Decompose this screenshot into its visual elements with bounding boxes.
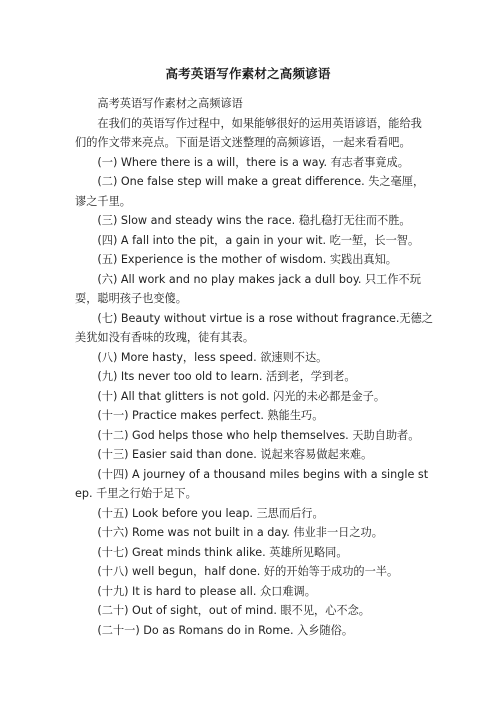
proverb-paragraph: (十九) It is hard to please all. 众口难调。: [97, 584, 316, 598]
proverb-paragraph: (九) Its never too old to learn. 活到老，学到老。: [97, 370, 356, 383]
proverb-paragraph: (八) More hasty，less speed. 欲速则不达。: [97, 350, 328, 364]
proverb-paragraph: (十五) Look before you leap. 三思而后行。: [97, 506, 324, 520]
proverb-paragraph: (十) All that glitters is not gold. 闪光的未必都是金子。: [97, 389, 386, 403]
proverb-paragraph: (三) Slow and steady wins the race. 稳扎稳打无往而不胜。: [97, 214, 411, 227]
proverb-paragraph: (六) All work and no play makes jack a dull boy. 只工作不玩耍，聪明孩子也变傻。: [75, 272, 421, 305]
proverb-paragraph: (二) One false step will make a great difference. 失之毫厘，谬之千里。: [75, 175, 425, 208]
proverb-paragraph: (十二) God helps those who help themselves. 天助自助者。: [97, 428, 420, 442]
subtitle-paragraph: 高考英语写作素材之高频谚语: [97, 97, 243, 110]
proverb-paragraph: (十一) Practice makes perfect. 熟能生巧。: [97, 409, 324, 422]
proverb-paragraph: (十三) Easier said than done. 说起来容易做起来难。: [97, 448, 373, 461]
proverb-paragraph: (十四) A journey of a thousand miles begins with a single step. 千里之行始于足下。: [75, 467, 429, 500]
proverb-paragraph: (二十一) Do as Romans do in Rome. 入乡随俗。: [97, 623, 354, 637]
proverb-paragraph: (十六) Rome was not built in a day. 伟业非一日之功。: [97, 526, 383, 539]
intro-paragraph: 在我们的英语写作过程中，如果能够很好的运用英语谚语，能给我们的作文带来亮点。下面是语文迷整理的高频谚语，一起来看看吧。: [75, 116, 422, 149]
proverb-paragraph: (七) Beauty without virtue is a rose without fragrance.无德之美犹如没有香味的玫瑰，徒有其表。: [75, 311, 433, 344]
document-body: [75, 94, 433, 640]
proverb-paragraph: (十八) well begun，half done. 好的开始等于成功的一半。: [97, 565, 399, 578]
proverb-paragraph: (四) A fall into the pit，a gain in your wit. 吃一堑，长一智。: [97, 233, 420, 247]
proverb-paragraph: (一) Where there is a will，there is a way. 有志者事竟成。: [97, 155, 409, 169]
page-title: 高考英语写作素材之高频谚语: [165, 66, 331, 81]
proverb-paragraph: (五) Experience is the mother of wisdom. 实践出真知。: [97, 253, 397, 266]
proverb-paragraph: (二十) Out of sight，out of mind. 眼不见，心不念。: [97, 604, 370, 617]
proverb-paragraph: (十七) Great minds think alike. 英雄所见略同。: [97, 545, 348, 559]
